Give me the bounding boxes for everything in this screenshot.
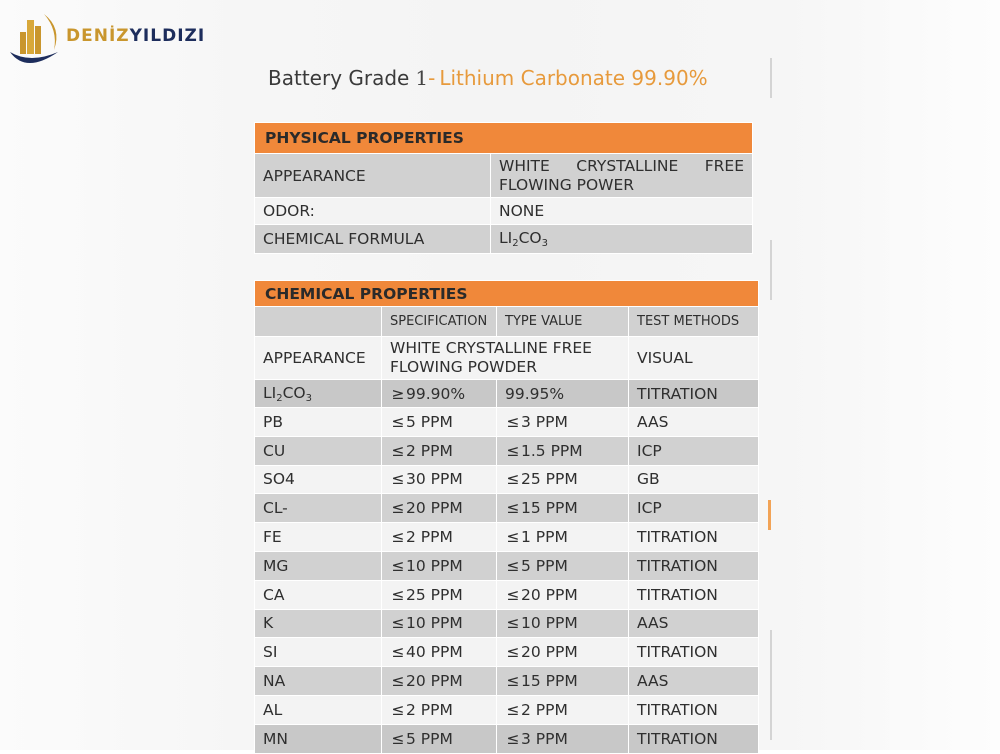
le-symbol: ≤ xyxy=(506,499,520,518)
element-cell: SI xyxy=(255,638,382,667)
table-row xyxy=(255,609,759,638)
value-line: FLOWING POWER xyxy=(499,175,635,194)
test-method-cell: TITRATION xyxy=(629,580,759,609)
element-cell: CU xyxy=(255,436,382,465)
le-symbol: ≤ xyxy=(391,672,405,691)
type-value: 1 PPM xyxy=(521,528,568,547)
table-row xyxy=(255,154,753,198)
ge-symbol: ≥ xyxy=(391,384,405,403)
le-symbol: ≤ xyxy=(391,729,405,748)
le-symbol: ≤ xyxy=(506,441,520,460)
type-value-cell xyxy=(497,436,629,465)
element-cell: MN xyxy=(255,724,382,753)
element-cell: APPEARANCE xyxy=(255,337,382,380)
type-value: 5 PPM xyxy=(521,556,568,575)
value-line: WHITE CRYSTALLINE FREE xyxy=(390,339,592,357)
type-value: 20 PPM xyxy=(521,643,578,662)
chemical-formula-value xyxy=(491,225,753,254)
table-row xyxy=(255,380,759,408)
specification-value: 40 PPM xyxy=(406,643,463,662)
le-symbol: ≤ xyxy=(391,470,405,489)
value-line: FLOWING POWDER xyxy=(390,358,538,376)
row-label: CHEMICAL FORMULA xyxy=(255,225,491,254)
type-value-cell xyxy=(497,667,629,696)
formula-part: CO xyxy=(518,229,542,247)
table-header-row xyxy=(255,123,753,154)
le-symbol: ≤ xyxy=(391,441,405,460)
specification-cell xyxy=(382,465,497,494)
le-symbol: ≤ xyxy=(506,643,520,662)
table-row xyxy=(255,551,759,580)
formula-subscript: 3 xyxy=(541,238,548,249)
table-row xyxy=(255,638,759,667)
type-value: 15 PPM xyxy=(521,499,578,518)
element-rows xyxy=(255,408,759,754)
le-symbol: ≤ xyxy=(506,614,520,633)
le-symbol: ≤ xyxy=(506,528,520,547)
chemical-properties-heading: CHEMICAL PROPERTIES xyxy=(255,281,759,307)
element-cell: FE xyxy=(255,523,382,552)
le-symbol: ≤ xyxy=(391,412,405,431)
specification-cell xyxy=(382,494,497,523)
row-label: ODOR: xyxy=(255,198,491,225)
element-cell: AL xyxy=(255,695,382,724)
specification-cell xyxy=(382,380,497,408)
specification-cell xyxy=(382,337,629,380)
specification-cell xyxy=(382,638,497,667)
formula-part: CO xyxy=(282,383,306,402)
type-value: 15 PPM xyxy=(521,672,578,691)
le-symbol: ≤ xyxy=(391,585,405,604)
column-header-row xyxy=(255,307,759,337)
page-edge-mark xyxy=(768,500,771,530)
table-row xyxy=(255,225,753,254)
column-header: TYPE VALUE xyxy=(497,307,629,337)
specification-value: 20 PPM xyxy=(406,499,463,518)
le-symbol: ≤ xyxy=(391,528,405,547)
type-value: 25 PPM xyxy=(521,470,578,489)
table-row xyxy=(255,580,759,609)
le-symbol: ≤ xyxy=(506,412,520,431)
specification-value: 5 PPM xyxy=(406,729,453,748)
type-value-cell xyxy=(497,465,629,494)
table-row xyxy=(255,436,759,465)
page-edge-line xyxy=(770,58,772,98)
test-method-cell: TITRATION xyxy=(629,638,759,667)
title-number: 1 xyxy=(415,66,429,90)
formula-subscript: 3 xyxy=(305,392,312,404)
test-method-cell: TITRATION xyxy=(629,724,759,753)
le-symbol: ≤ xyxy=(506,729,520,748)
type-value-cell xyxy=(497,551,629,580)
specification-value: 10 PPM xyxy=(406,556,463,575)
type-value-cell xyxy=(497,494,629,523)
page-edge-line xyxy=(770,240,772,300)
type-value-cell xyxy=(497,638,629,667)
specification-value: 2 PPM xyxy=(406,528,453,547)
test-method-cell: TITRATION xyxy=(629,380,759,408)
table-row xyxy=(255,337,759,380)
value-line: WHITE CRYSTALLINE FREE xyxy=(499,156,745,175)
test-method-cell: AAS xyxy=(629,408,759,437)
le-symbol: ≤ xyxy=(506,585,520,604)
brand-name-part1: DENİZ xyxy=(66,26,130,46)
specification-cell xyxy=(382,609,497,638)
specification-cell xyxy=(382,523,497,552)
title-dash: - xyxy=(428,66,436,90)
test-method-cell: ICP xyxy=(629,436,759,465)
table-header-row xyxy=(255,281,759,307)
test-method-cell: TITRATION xyxy=(629,523,759,552)
element-cell: CL- xyxy=(255,494,382,523)
table-row xyxy=(255,695,759,724)
element-cell: SO4 xyxy=(255,465,382,494)
le-symbol: ≤ xyxy=(506,470,520,489)
specification-value: 2 PPM xyxy=(406,441,453,460)
title-grade: Battery Grade xyxy=(268,66,410,90)
test-method-cell: VISUAL xyxy=(629,337,759,380)
type-value: 20 PPM xyxy=(521,585,578,604)
formula-subscript: 2 xyxy=(512,238,519,249)
element-cell: NA xyxy=(255,667,382,696)
specification-value: 10 PPM xyxy=(406,614,463,633)
specification-value: 20 PPM xyxy=(406,672,463,691)
company-logo xyxy=(4,6,264,68)
type-value-cell xyxy=(497,609,629,638)
table-row xyxy=(255,465,759,494)
table-row xyxy=(255,494,759,523)
type-value-cell xyxy=(497,695,629,724)
specification-value: 30 PPM xyxy=(406,470,463,489)
physical-properties-heading: PHYSICAL PROPERTIES xyxy=(255,123,753,154)
specification-value: 25 PPM xyxy=(406,585,463,604)
page-edge-line xyxy=(770,630,772,740)
column-header: TEST METHODS xyxy=(629,307,759,337)
table-row xyxy=(255,667,759,696)
building-crescent-logo-icon xyxy=(4,6,66,68)
type-value: 2 PPM xyxy=(521,700,568,719)
formula-part: LI xyxy=(499,229,513,247)
element-cell: PB xyxy=(255,408,382,437)
row-value: NONE xyxy=(491,198,753,225)
type-value: 3 PPM xyxy=(521,412,568,431)
specification-cell xyxy=(382,724,497,753)
element-cell: K xyxy=(255,609,382,638)
brand-name xyxy=(66,28,205,45)
test-method-cell: TITRATION xyxy=(629,695,759,724)
le-symbol: ≤ xyxy=(391,556,405,575)
title-product: Lithium Carbonate 99.90% xyxy=(439,66,708,90)
formula-part: LI xyxy=(263,383,277,402)
specification-value: 2 PPM xyxy=(406,700,453,719)
le-symbol: ≤ xyxy=(506,556,520,575)
test-method-cell: AAS xyxy=(629,609,759,638)
document-title xyxy=(268,66,708,90)
type-value-cell xyxy=(497,408,629,437)
type-value: 10 PPM xyxy=(521,614,578,633)
physical-properties-table xyxy=(254,122,753,254)
row-label: APPEARANCE xyxy=(255,154,491,198)
test-method-cell: TITRATION xyxy=(629,551,759,580)
element-cell: CA xyxy=(255,580,382,609)
le-symbol: ≤ xyxy=(391,499,405,518)
le-symbol: ≤ xyxy=(506,672,520,691)
specification-cell xyxy=(382,408,497,437)
column-header xyxy=(255,307,382,337)
le-symbol: ≤ xyxy=(391,700,405,719)
test-method-cell: AAS xyxy=(629,667,759,696)
specification-value: 99.90% xyxy=(406,384,466,403)
type-value-cell: 99.95% xyxy=(497,380,629,408)
type-value: 1.5 PPM xyxy=(521,441,583,460)
column-header: SPECIFICATION xyxy=(382,307,497,337)
specification-cell xyxy=(382,436,497,465)
test-method-cell: ICP xyxy=(629,494,759,523)
le-symbol: ≤ xyxy=(391,643,405,662)
type-value-cell xyxy=(497,580,629,609)
type-value: 3 PPM xyxy=(521,729,568,748)
table-row xyxy=(255,523,759,552)
specification-value: 5 PPM xyxy=(406,412,453,431)
table-row xyxy=(255,724,759,753)
table-row xyxy=(255,198,753,225)
test-method-cell: GB xyxy=(629,465,759,494)
element-cell xyxy=(255,380,382,408)
specification-cell xyxy=(382,580,497,609)
element-cell: MG xyxy=(255,551,382,580)
type-value-cell xyxy=(497,523,629,552)
row-value xyxy=(491,154,753,198)
formula-subscript: 2 xyxy=(276,392,283,404)
specification-cell xyxy=(382,695,497,724)
type-value-cell xyxy=(497,724,629,753)
brand-name-part2: YILDIZI xyxy=(129,26,206,46)
le-symbol: ≤ xyxy=(391,614,405,633)
table-row xyxy=(255,408,759,437)
specification-cell xyxy=(382,667,497,696)
le-symbol: ≤ xyxy=(506,700,520,719)
chemical-properties-table xyxy=(254,280,759,754)
specification-cell xyxy=(382,551,497,580)
